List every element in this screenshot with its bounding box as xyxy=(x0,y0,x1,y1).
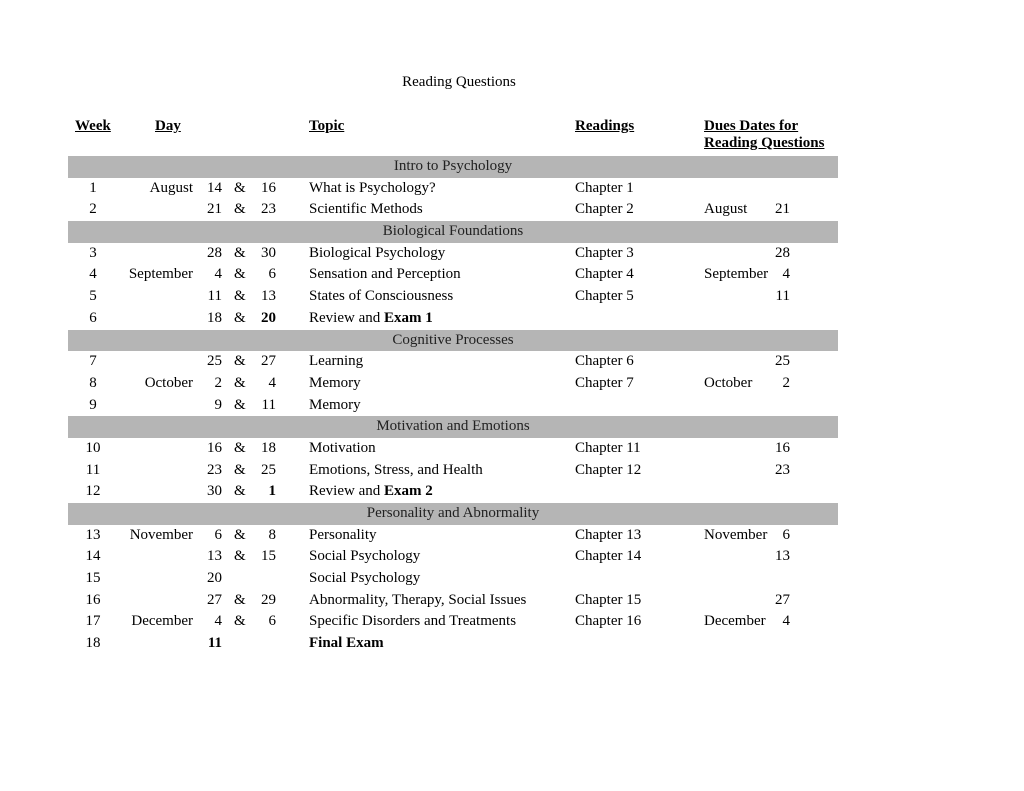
due-day: 23 xyxy=(775,461,790,478)
due-day: 27 xyxy=(775,591,790,608)
table-row xyxy=(68,633,838,655)
reading-chapter: Chapter 7 xyxy=(575,374,634,391)
table-row xyxy=(68,568,838,590)
schedule-table xyxy=(68,156,838,655)
section-header: Intro to Psychology xyxy=(68,156,838,178)
due-month: September xyxy=(704,266,769,283)
day-first: 27 xyxy=(207,591,222,608)
topic-text: Motivation xyxy=(309,439,376,456)
page-title: Reading Questions xyxy=(402,74,516,90)
week-number: 10 xyxy=(85,439,101,456)
day-first: 13 xyxy=(207,548,222,565)
due-day: 4 xyxy=(782,266,790,283)
topic-text: Sensation and Perception xyxy=(309,266,461,283)
day-second: 4 xyxy=(268,374,276,391)
week-number: 5 xyxy=(89,288,97,305)
topic-text: What is Psychology? xyxy=(309,179,436,196)
section-header: Motivation and Emotions xyxy=(68,416,838,438)
topic xyxy=(309,590,526,612)
day-first: 21 xyxy=(207,201,222,218)
day-second: 11 xyxy=(261,396,276,413)
topic-text: Social Psychology xyxy=(309,548,421,565)
reading-chapter: Chapter 11 xyxy=(575,439,641,456)
topic-text: Abnormality, Therapy, Social Issues xyxy=(309,591,527,608)
due-day: 28 xyxy=(775,244,790,261)
due-day: 13 xyxy=(775,548,790,565)
table-row xyxy=(68,351,838,373)
table-row xyxy=(68,460,838,482)
day-second: 16 xyxy=(261,179,276,196)
day-month: December xyxy=(131,613,193,630)
week-number: 17 xyxy=(85,613,101,630)
day-first: 16 xyxy=(207,439,222,456)
reading-chapter: Chapter 6 xyxy=(575,353,634,370)
topic xyxy=(309,373,361,395)
topic-text: Review and xyxy=(309,309,384,326)
topic-text: Emotions, Stress, and Health xyxy=(309,461,483,478)
week-number: 15 xyxy=(85,570,101,587)
day-second: 25 xyxy=(261,461,276,478)
topic-exam: Exam 1 xyxy=(383,309,433,326)
due-day: 2 xyxy=(782,374,790,391)
topic xyxy=(309,286,453,308)
section-header: Personality and Abnormality xyxy=(68,503,838,525)
day-first: 18 xyxy=(207,309,222,326)
topic xyxy=(309,460,483,482)
table-row xyxy=(68,373,838,395)
topic xyxy=(309,438,376,460)
day-ampersand: & xyxy=(234,548,246,565)
day-second: 15 xyxy=(261,548,276,565)
day-second: 27 xyxy=(261,353,276,370)
due-month: August xyxy=(704,201,748,218)
day-first: 23 xyxy=(207,461,222,478)
topic xyxy=(309,351,363,373)
week-number: 13 xyxy=(85,526,101,543)
topic xyxy=(309,546,420,568)
topic xyxy=(309,525,377,547)
header-day: Day xyxy=(155,118,181,134)
header-week: Week xyxy=(75,118,111,134)
day-first: 11 xyxy=(207,288,222,305)
topic-text: Biological Psychology xyxy=(309,244,446,261)
section-header: Cognitive Processes xyxy=(68,330,838,352)
table-row xyxy=(68,308,838,330)
week-number: 8 xyxy=(89,374,97,391)
table-row xyxy=(68,525,838,547)
header-due-line1: Dues Dates for xyxy=(704,118,799,134)
day-second: 23 xyxy=(261,201,276,218)
day-month: October xyxy=(144,374,193,391)
due-day: 4 xyxy=(782,613,790,630)
topic xyxy=(309,395,361,417)
day-second: 6 xyxy=(268,266,276,283)
day-first: 25 xyxy=(207,353,222,370)
topic-text: Memory xyxy=(309,374,361,391)
due-month: November xyxy=(704,526,768,543)
reading-chapter: Chapter 15 xyxy=(575,591,642,608)
topic-text: Learning xyxy=(309,353,364,370)
topic xyxy=(309,178,436,200)
table-row xyxy=(68,286,838,308)
day-ampersand: & xyxy=(234,439,246,456)
day-ampersand: & xyxy=(234,613,246,630)
week-number: 1 xyxy=(89,179,97,196)
header-readings: Readings xyxy=(575,118,635,134)
day-ampersand: & xyxy=(234,591,246,608)
week-number: 7 xyxy=(89,353,97,370)
topic-exam: Final Exam xyxy=(309,635,384,652)
header-due-line2: Reading Questions xyxy=(704,135,825,151)
topic xyxy=(309,199,423,221)
day-ampersand: & xyxy=(234,309,246,326)
topic xyxy=(309,481,433,503)
section-header: Biological Foundations xyxy=(68,221,838,243)
day-second: 20 xyxy=(261,309,276,326)
reading-chapter: Chapter 5 xyxy=(575,288,634,305)
table-row xyxy=(68,590,838,612)
day-ampersand: & xyxy=(234,526,246,543)
topic-text: Memory xyxy=(309,396,361,413)
day-ampersand: & xyxy=(234,266,246,283)
week-number: 3 xyxy=(89,244,97,261)
topic-text: Scientific Methods xyxy=(309,201,423,218)
table-row xyxy=(68,178,838,200)
table-row xyxy=(68,611,838,633)
day-second: 18 xyxy=(261,439,276,456)
day-first: 11 xyxy=(207,635,222,652)
reading-chapter: Chapter 13 xyxy=(575,526,642,543)
day-first: 2 xyxy=(214,374,222,391)
week-number: 6 xyxy=(89,309,97,326)
day-ampersand: & xyxy=(234,396,246,413)
day-ampersand: & xyxy=(234,288,246,305)
day-first: 4 xyxy=(214,266,222,283)
topic xyxy=(309,243,445,265)
week-number: 12 xyxy=(85,483,101,500)
header-topic: Topic xyxy=(309,118,345,134)
week-number: 9 xyxy=(89,396,97,413)
day-ampersand: & xyxy=(234,244,246,261)
table-row xyxy=(68,481,838,503)
day-second: 29 xyxy=(261,591,276,608)
due-day: 6 xyxy=(782,526,790,543)
reading-chapter: Chapter 2 xyxy=(575,201,634,218)
reading-chapter: Chapter 14 xyxy=(575,548,642,565)
topic xyxy=(309,264,461,286)
week-number: 14 xyxy=(85,548,101,565)
day-first: 14 xyxy=(207,179,222,196)
table-row xyxy=(68,243,838,265)
day-ampersand: & xyxy=(234,461,246,478)
table-row xyxy=(68,199,838,221)
day-first: 6 xyxy=(214,526,222,543)
day-month: August xyxy=(149,179,193,196)
due-month: December xyxy=(704,613,766,630)
day-first: 28 xyxy=(207,244,222,261)
day-ampersand: & xyxy=(234,201,246,218)
week-number: 2 xyxy=(89,201,97,218)
day-ampersand: & xyxy=(234,179,246,196)
day-second: 8 xyxy=(268,526,276,543)
topic xyxy=(309,568,420,590)
table-row xyxy=(68,395,838,417)
reading-chapter: Chapter 1 xyxy=(575,179,634,196)
due-day: 16 xyxy=(775,439,790,456)
topic-exam: Exam 2 xyxy=(383,483,433,500)
table-row xyxy=(68,438,838,460)
reading-chapter: Chapter 16 xyxy=(575,613,642,630)
day-second: 13 xyxy=(261,288,276,305)
reading-chapter: Chapter 4 xyxy=(575,266,634,283)
table-row xyxy=(68,546,838,568)
due-day: 11 xyxy=(775,288,790,305)
header-due-dates xyxy=(704,118,824,152)
week-number: 18 xyxy=(85,635,101,652)
topic-text: Personality xyxy=(309,526,377,543)
reading-chapter: Chapter 12 xyxy=(575,461,642,478)
day-first: 4 xyxy=(214,613,222,630)
topic-text: Social Psychology xyxy=(309,570,421,587)
week-number: 4 xyxy=(89,266,97,283)
day-month: November xyxy=(129,526,193,543)
reading-chapter: Chapter 3 xyxy=(575,244,634,261)
week-number: 11 xyxy=(85,461,101,478)
day-second: 6 xyxy=(268,613,276,630)
day-first: 30 xyxy=(207,483,222,500)
due-day: 21 xyxy=(775,201,790,218)
topic xyxy=(309,308,433,330)
due-day: 25 xyxy=(775,353,790,370)
day-ampersand: & xyxy=(234,483,246,500)
day-first: 20 xyxy=(207,570,222,587)
table-row xyxy=(68,264,838,286)
topic-text: Specific Disorders and Treatments xyxy=(309,613,517,630)
topic-text: States of Consciousness xyxy=(309,288,454,305)
due-month: October xyxy=(704,374,753,391)
topic xyxy=(309,633,384,655)
day-second: 1 xyxy=(268,483,276,500)
topic xyxy=(309,611,516,633)
day-first: 9 xyxy=(214,396,222,413)
day-ampersand: & xyxy=(234,353,246,370)
week-number: 16 xyxy=(85,591,101,608)
day-ampersand: & xyxy=(234,374,246,391)
day-second: 30 xyxy=(261,244,276,261)
day-month: September xyxy=(128,266,193,283)
topic-text: Review and xyxy=(309,483,384,500)
